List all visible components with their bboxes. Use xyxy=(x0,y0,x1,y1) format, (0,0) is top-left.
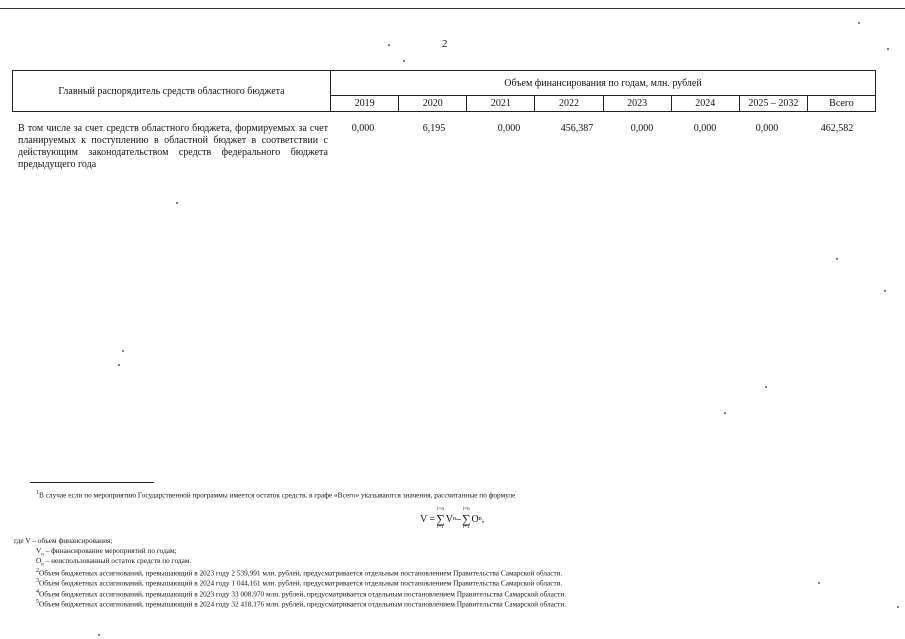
scan-speck xyxy=(176,202,178,204)
year-2019-header: 2019 xyxy=(331,96,399,112)
formula-lhs: V = xyxy=(420,513,436,525)
scan-speck xyxy=(858,22,860,24)
footnote-separator xyxy=(30,482,154,483)
sum-symbol-1: i=n ∑ i=1 xyxy=(436,507,445,530)
value-2024: 0,000 xyxy=(693,123,717,134)
row-label: В том числе за счет средств областного бюджета, формируемых за счет планируемых к поступлению в областной бюджет в соответствии с действующим законодательством средств федерального бюджета предыдущего года xyxy=(18,123,328,170)
year-2023-header: 2023 xyxy=(603,96,671,112)
value-2023: 0,000 xyxy=(630,123,654,134)
year-2021-header: 2021 xyxy=(467,96,535,112)
where-v: где V – объем финансирования; xyxy=(14,536,113,545)
owner-header: Главный распорядитель средств областного бюджета xyxy=(13,71,331,112)
footnote-3: $^3$Объем бюджетных ассигнований, превышающий в 2024 году 1 044,161 млн. рублей, предусматривается отдельным постановлением Правительства Самарской области. xyxy=(36,578,563,588)
footnote-2: $^2$Объем бюджетных ассигнований, превышающий в 2023 году 2 539,991 млн. рублей, предусматривается отдельным постановлением Правительства Самарской области. xyxy=(36,568,563,578)
footnote-1-mark: 1 xyxy=(36,490,39,496)
total-header: Всего xyxy=(807,96,875,112)
year-2022-header: 2022 xyxy=(535,96,603,112)
scan-speck xyxy=(897,606,899,608)
scan-speck xyxy=(98,634,100,636)
year-2024-header: 2024 xyxy=(671,96,739,112)
year-2025-2032-header: 2025 – 2032 xyxy=(739,96,807,112)
footnote-1 xyxy=(36,488,515,500)
scan-speck xyxy=(122,350,124,352)
scan-speck xyxy=(818,582,820,584)
year-2020-header: 2020 xyxy=(399,96,467,112)
funding-header: Объем финансирования по годам, млн. рублей xyxy=(331,71,876,96)
value-2025-2032: 0,000 xyxy=(755,123,779,134)
scan-speck xyxy=(887,48,889,50)
sum-symbol-2: i=n ∑ i=1 xyxy=(461,507,471,530)
scan-speck xyxy=(884,290,886,292)
value-2022: 456,387 xyxy=(560,123,594,134)
formula-term2: O xyxy=(471,513,479,525)
scan-speck xyxy=(118,364,120,366)
footnote-5: $^5$Объем бюджетных ассигнований, превышающий в 2024 году 32 418,176 млн. рублей, предусматривается отдельным постановлением Правительства Самарской области. xyxy=(36,599,567,609)
page-number: 2 xyxy=(442,38,448,50)
scan-speck xyxy=(765,386,767,388)
scan-speck xyxy=(724,412,726,414)
where-on: $O_n$ – неиспользованный остаток средств по годам. xyxy=(36,556,192,568)
formula-minus: – xyxy=(455,513,461,525)
footnote-4: $^4$Объем бюджетных ассигнований, превышающий в 2023 году 33 008,970 млн. рублей, предусматривается отдельным постановлением Правительства Самарской области. xyxy=(36,589,567,599)
scan-speck xyxy=(388,44,390,46)
value-total: 462,582 xyxy=(820,123,854,134)
value-2021: 0,000 xyxy=(497,123,521,134)
formula: V = i=n ∑ i=1 V n – i=n ∑ i=1 O n , xyxy=(420,507,485,530)
formula-term1: V xyxy=(445,513,453,525)
scan-speck xyxy=(836,258,838,260)
value-2019: 0,000 xyxy=(351,123,375,134)
where-vn: $V_n$ – финансирование мероприятий по годам; xyxy=(36,546,177,558)
scan-speck xyxy=(403,60,405,62)
footnote-1-text: В случае если по мероприятию Государственной программы имеется остаток средств, в графе «Всего» указываются значения, рассчитанные по формуле xyxy=(39,490,516,500)
funding-table xyxy=(12,70,876,112)
value-2020: 6,195 xyxy=(422,123,446,134)
scan-edge-line xyxy=(0,8,905,9)
